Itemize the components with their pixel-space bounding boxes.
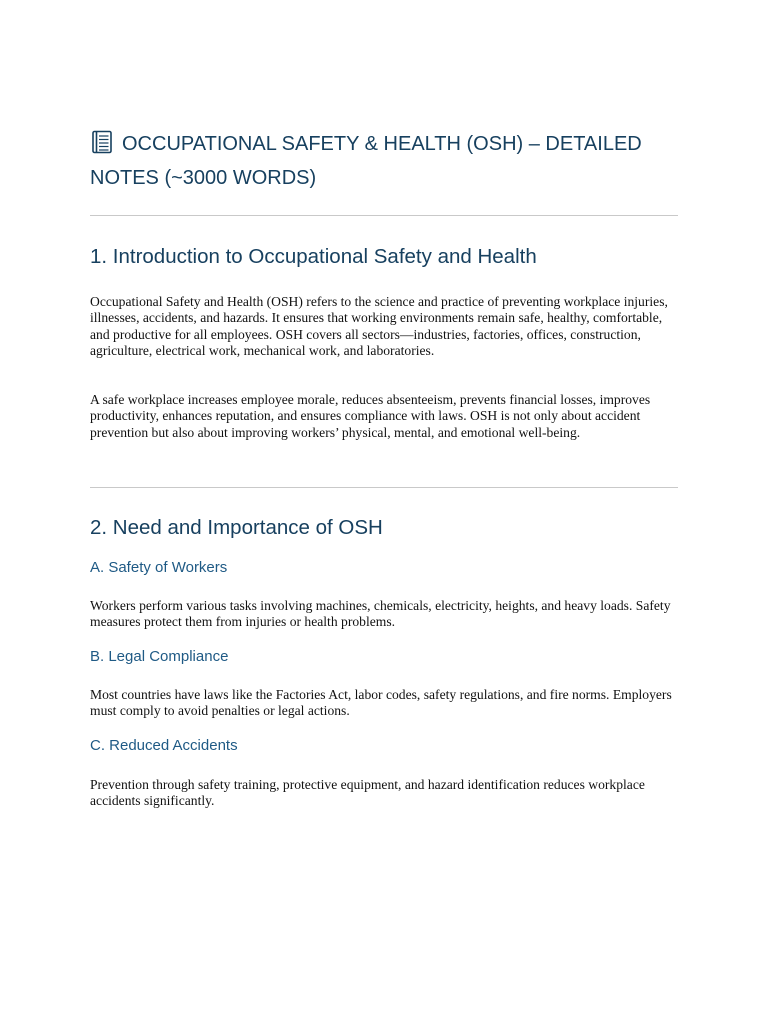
subsection-heading-reduced-accidents: C. Reduced Accidents (90, 737, 238, 754)
paragraph-safe-workplace: A safe workplace increases employee morale, reduces absenteeism, prevents financial losses, improves productivity, enhances reputation, and ensures compliance with laws. OSH is not only about accident prevention but also about improving workers’ physical, mental, and emotional well-being. (90, 392, 651, 440)
section-heading-need-importance: 2. Need and Importance of OSH (90, 516, 383, 539)
document-title-text: OCCUPATIONAL SAFETY & HEALTH (OSH) – DETAILED NOTES (~3000 WORDS) (90, 133, 642, 189)
paragraph-osh-definition: Occupational Safety and Health (OSH) refers to the science and practice of preventing workplace injuries, illnesses, accidents, and hazards. It ensures that working environments remain safe, healthy, comfortable, and productive for all employees. OSH covers all sectors—industries, factories, offices, construction, agriculture, electrical work, mechanical work, and laboratories. (90, 294, 668, 359)
subsection-heading-safety-of-workers: A. Safety of Workers (90, 559, 228, 576)
paragraph-legal-compliance: Most countries have laws like the Factories Act, labor codes, safety regulations, and fire norms. Employers must comply to avoid penalties or legal actions. (90, 687, 672, 719)
section-heading-introduction: 1. Introduction to Occupational Safety and Health (90, 245, 537, 268)
paragraph-reduced-accidents: Prevention through safety training, protective equipment, and hazard identification reduces workplace accidents significantly. (90, 777, 645, 809)
subsection-heading-legal-compliance: B. Legal Compliance (90, 648, 229, 665)
document-title (90, 127, 678, 195)
divider (90, 487, 678, 488)
paragraph-safety-of-workers: Workers perform various tasks involving machines, chemicals, electricity, heights, and heavy loads. Safety measures protect them from injuries or health problems. (90, 598, 671, 630)
divider (90, 215, 678, 216)
book-icon (90, 130, 114, 154)
